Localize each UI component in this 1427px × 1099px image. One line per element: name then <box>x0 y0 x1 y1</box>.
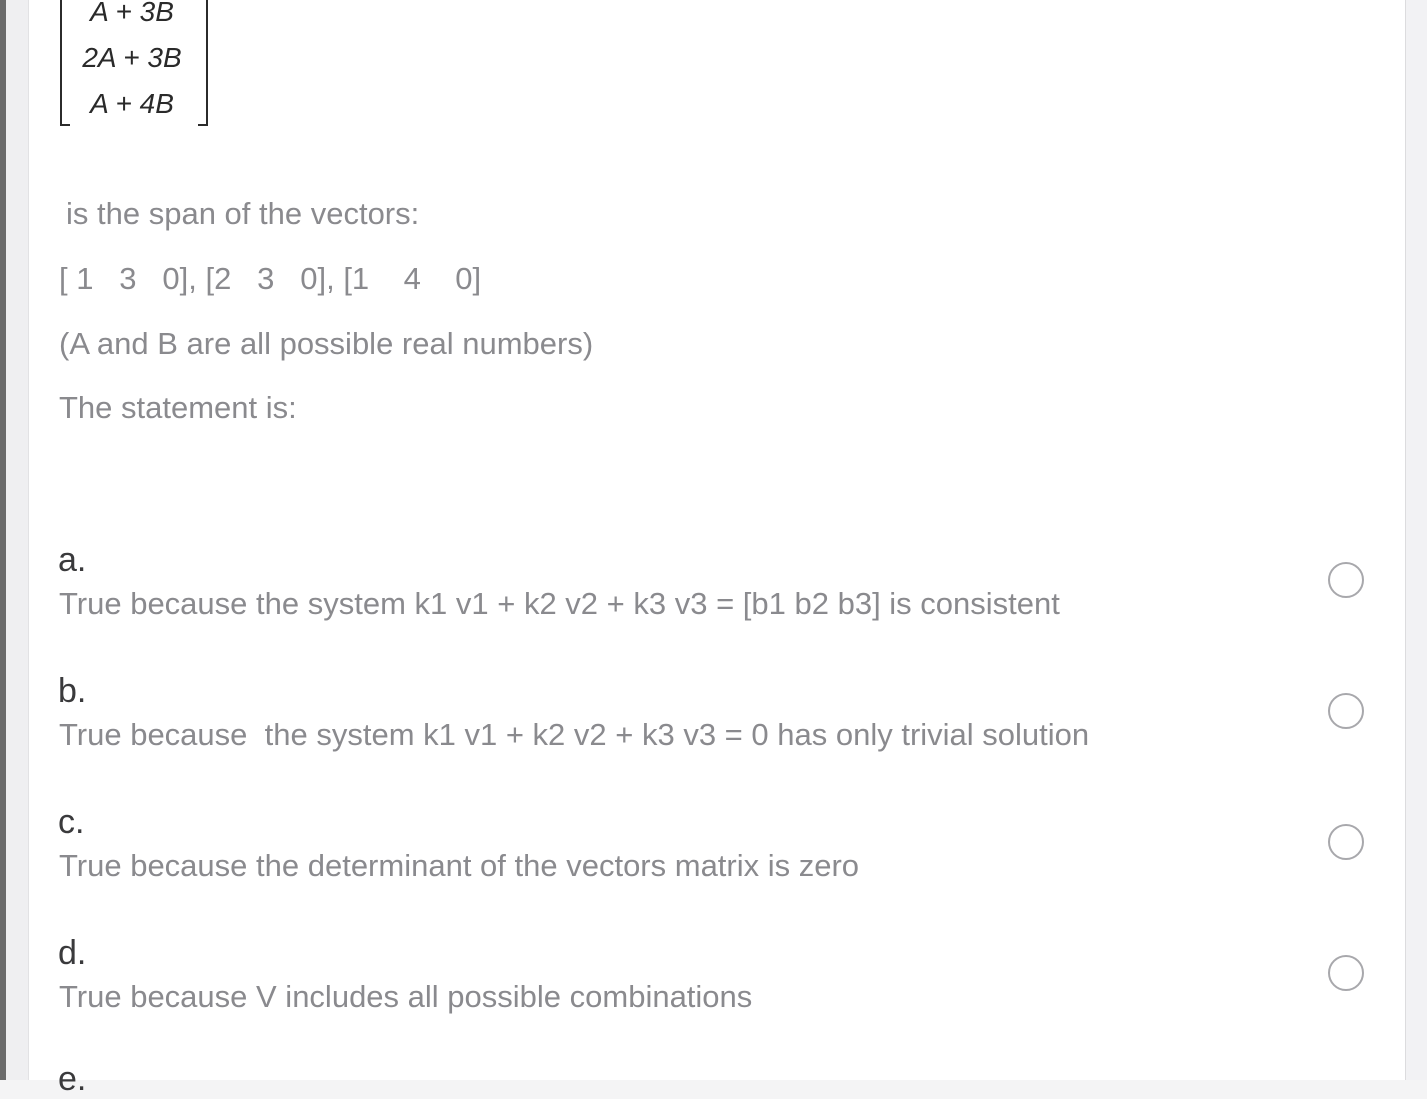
option-b-text: True because the system k1 v1 + k2 v2 + k3 v3 = 0 has only trivial solution <box>59 717 1090 752</box>
matrix-right-bracket <box>198 0 208 126</box>
option-a-text: True because the system k1 v1 + k2 v2 + k3 v3 = [b1 b2 b3] is consistent <box>59 586 1060 621</box>
matrix-entry-3: A + 4B <box>90 88 174 119</box>
matrix-left-bracket <box>60 0 70 126</box>
option-d-text: True because V includes all possible combinations <box>59 979 753 1014</box>
matrix-entry-2: 2A + 3B <box>82 42 182 73</box>
option-c-radio[interactable] <box>1328 824 1364 860</box>
right-gutter <box>1405 0 1427 1080</box>
option-b-radio[interactable] <box>1328 693 1364 729</box>
left-gutter <box>6 0 28 1080</box>
option-c-letter: c. <box>58 803 85 841</box>
option-a-radio[interactable] <box>1328 562 1364 598</box>
vectors-text: [ 1 3 0], [2 3 0], [1 4 0] <box>59 261 482 296</box>
option-d-radio[interactable] <box>1328 955 1364 991</box>
span-text: is the span of the vectors: <box>66 196 420 231</box>
matrix-entry-1: A + 3B <box>90 0 174 27</box>
option-c-text: True because the determinant of the vectors matrix is zero <box>59 848 860 883</box>
option-d-letter: d. <box>58 934 87 972</box>
note-text: (A and B are all possible real numbers) <box>59 326 594 361</box>
column-matrix <box>60 0 208 126</box>
option-a-letter: a. <box>58 541 87 579</box>
question-card <box>28 0 1406 1080</box>
option-e-letter-partial: e. <box>58 1060 87 1098</box>
option-b-letter: b. <box>58 672 87 710</box>
prompt-text: The statement is: <box>59 390 297 425</box>
